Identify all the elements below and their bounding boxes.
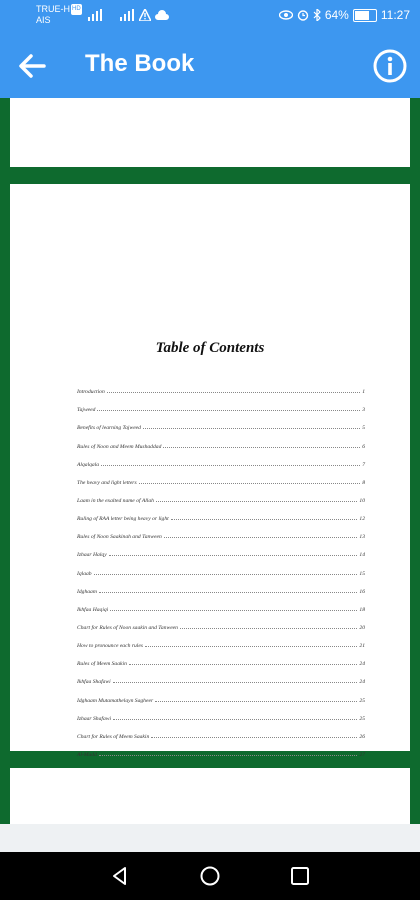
toc-leader — [113, 719, 357, 720]
toc-entry-page: 27 — [359, 751, 365, 758]
toc-leader — [151, 737, 357, 738]
toc-entry-title: Chart for Rules of Noon saakin and Tanween — [77, 624, 178, 631]
battery-percent: 64% — [324, 8, 349, 22]
carrier-name: TRUE-H — [36, 4, 70, 14]
bluetooth-icon — [313, 9, 321, 21]
circle-home-icon — [198, 864, 222, 888]
toc-entry-page: 6 — [362, 443, 365, 450]
toc-entry-title: Izhaar Halqy — [77, 552, 107, 559]
eye-icon — [279, 10, 293, 20]
toc-leader — [164, 537, 358, 538]
toc-entry-page: 16 — [359, 588, 365, 595]
pdf-page-toc[interactable] — [10, 184, 410, 758]
toc-entry-title: Rules of Noon Saakinah and Tanween — [77, 534, 162, 541]
toc-entry-page: 20 — [359, 624, 365, 631]
toc-entry-title: Introduction — [77, 389, 105, 396]
toc-leader — [143, 428, 360, 429]
toc-entry-page: 25 — [359, 697, 365, 704]
toc-entry[interactable] — [77, 685, 365, 703]
pdf-viewer[interactable] — [0, 98, 420, 824]
toc-entry-page: 13 — [359, 534, 365, 541]
app-bar — [0, 32, 420, 98]
toc-entry[interactable] — [77, 504, 365, 522]
toc-entry-title: Benefits of learning Tajweed — [77, 425, 141, 432]
toc-entry[interactable] — [77, 558, 365, 576]
navigation-bar — [0, 852, 420, 900]
toc-entry-page: 1 — [362, 389, 365, 396]
toc-leader — [110, 610, 357, 611]
toc-entry-page: 3 — [362, 407, 365, 414]
alert-icon — [139, 9, 151, 21]
toc-entry-page: 12 — [359, 516, 365, 523]
triangle-back-icon — [108, 864, 132, 888]
toc-entry-title: Rules of Meem Saakin — [77, 661, 127, 668]
toc-entry[interactable] — [77, 413, 365, 431]
toc-leader — [155, 701, 357, 702]
toc-leader — [163, 447, 360, 448]
arrow-left-icon — [14, 48, 50, 84]
toc-entry-page: 24 — [359, 679, 365, 686]
info-button[interactable] — [372, 48, 408, 84]
toc-entry-title: Chart for Rules of Meem Saakin — [77, 733, 150, 740]
toc-leader — [145, 646, 357, 647]
toc-list — [77, 377, 365, 758]
toc-entry-page: 5 — [362, 425, 365, 432]
toc-leader — [180, 628, 357, 629]
toc-leader — [99, 755, 358, 756]
toc-entry[interactable] — [77, 540, 365, 558]
bottom-strip — [0, 824, 420, 852]
toc-entry-title: Ikhfaa Shafawi — [77, 679, 111, 686]
toc-entry[interactable] — [77, 486, 365, 504]
toc-entry-page: 8 — [362, 479, 365, 486]
toc-entry-title: How to pronounce each rules — [77, 643, 143, 650]
toc-entry[interactable] — [77, 395, 365, 413]
toc-leader — [97, 410, 360, 411]
toc-entry[interactable] — [77, 740, 365, 758]
square-recents-icon — [288, 864, 312, 888]
hd-badge: HD — [71, 4, 82, 15]
toc-leader — [113, 682, 358, 683]
toc-title: Table of Contents — [155, 340, 265, 356]
toc-leader — [171, 519, 358, 520]
pdf-page-previous[interactable] — [10, 98, 410, 167]
toc-leader — [139, 483, 361, 484]
alarm-icon — [297, 9, 309, 21]
nav-back-button[interactable] — [108, 864, 132, 888]
toc-entry-page: 26 — [359, 733, 365, 740]
toc-leader — [129, 664, 358, 665]
info-circle-icon — [372, 48, 408, 84]
pdf-page-next[interactable] — [10, 768, 410, 824]
toc-entry-page: 7 — [362, 461, 365, 468]
cloud-icon — [155, 9, 169, 21]
toc-entry[interactable] — [77, 667, 365, 685]
signal-icon — [88, 9, 102, 21]
toc-entry-title: Izhaar Shafawi — [77, 715, 112, 722]
toc-entry[interactable] — [77, 468, 365, 486]
toc-leader — [94, 574, 358, 575]
toc-entry[interactable] — [77, 522, 365, 540]
toc-entry[interactable] — [77, 431, 365, 449]
toc-entry[interactable] — [77, 577, 365, 595]
toc-entry[interactable] — [77, 595, 365, 613]
toc-entry-page: 15 — [359, 570, 365, 577]
toc-entry-page: 10 — [359, 497, 365, 504]
toc-entry[interactable] — [77, 704, 365, 722]
toc-leader — [99, 592, 358, 593]
toc-entry-title: The heavy and light letters — [77, 479, 137, 486]
toc-entry-page: 14 — [359, 552, 365, 559]
toc-leader — [101, 465, 360, 466]
toc-entry-title: Laam in the exalted name of Allah — [77, 497, 154, 504]
toc-entry-title: Idghaam Mutamathelayn Sagheer — [77, 697, 154, 704]
toc-entry-page: 25 — [359, 715, 365, 722]
battery-icon — [353, 9, 377, 22]
toc-entry-title: Ikhfaa Haqiqi — [77, 606, 109, 613]
back-button[interactable] — [14, 48, 50, 84]
toc-entry-page: 18 — [359, 606, 365, 613]
toc-entry-title: Iqlaab — [77, 570, 92, 577]
toc-entry[interactable] — [77, 649, 365, 667]
toc-entry-title: Idghaam — [77, 588, 97, 595]
toc-entry-title: Al-Madd — [77, 751, 97, 758]
carrier-info — [36, 4, 82, 26]
toc-entry[interactable] — [77, 377, 365, 395]
toc-entry-title: Ruling of RAA letter being heavy or light — [77, 516, 169, 523]
toc-entry[interactable] — [77, 450, 365, 468]
toc-entry-title: Rules of Noon and Meem Mushaddad — [77, 443, 162, 450]
nav-recents-button[interactable] — [288, 864, 312, 888]
carrier-name-secondary: AIS — [36, 15, 51, 25]
status-bar — [0, 0, 420, 32]
clock: 11:27 — [380, 8, 410, 22]
page-title: The Book — [85, 50, 195, 77]
toc-leader — [107, 392, 360, 393]
toc-entry[interactable] — [77, 722, 365, 740]
toc-entry-page: 21 — [359, 643, 365, 650]
nav-home-button[interactable] — [198, 864, 222, 888]
signal-icon — [120, 9, 134, 21]
toc-entry[interactable] — [77, 631, 365, 649]
toc-leader — [156, 501, 357, 502]
status-right — [279, 8, 410, 22]
toc-entry-title: Alqalqala — [77, 461, 100, 468]
toc-leader — [109, 555, 358, 556]
toc-entry-page: 24 — [359, 661, 365, 668]
toc-entry[interactable] — [77, 613, 365, 631]
toc-entry-title: Tajweed — [77, 407, 96, 414]
